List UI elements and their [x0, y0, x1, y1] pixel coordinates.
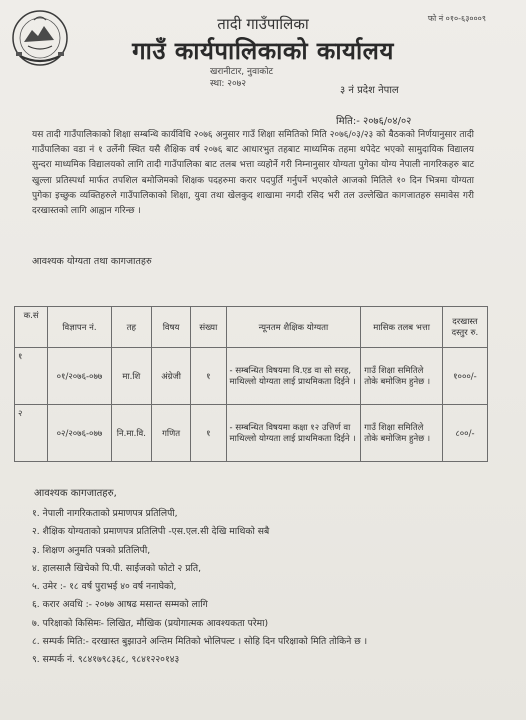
list-item: ३. शिक्षण अनुमति पत्रको प्रतिलिपी,: [32, 544, 151, 556]
address-line-1: खरानीटार, नुवाकोट: [210, 67, 274, 77]
cell-subject: गणित: [152, 405, 191, 462]
list-item: २. शैक्षिक योग्यताको प्रमाणपत्र प्रतिलिपी -एस.एल.सी देखि माथिको सबै: [32, 526, 270, 538]
list-item: ९. सम्पर्क नं. ९८४१७९८३६८, ९८४१२२०१४३: [32, 654, 180, 666]
cell-salary: गाउँ शिक्षा समितिले तोके बमोजिम हुनेछ ।: [361, 405, 443, 462]
col-header-subject: विषय: [152, 307, 191, 348]
col-header-qualification: न्यूनतम शैक्षिक योग्यता: [226, 307, 361, 348]
table-row: [15, 348, 488, 405]
cell-level: मा.शि: [111, 348, 151, 405]
col-header-level: तह: [111, 307, 151, 348]
cell-count: १: [191, 348, 226, 405]
list-item: ६. करार अवधि :- २०७७ आषढ मसान्त सम्मको लागि: [32, 599, 208, 611]
office-address: [210, 66, 273, 90]
address-line-2: स्था: २०७२: [210, 79, 247, 89]
cell-subject: अंग्रेजी: [152, 348, 191, 405]
cell-adv: ०१/२०७६-०७७: [48, 348, 111, 405]
table-row: [15, 405, 488, 462]
province-label: ३ नं प्रदेश नेपाल: [340, 85, 399, 96]
list-item: ४. हालसालै खिचेको पि.पी. साईजको फोटो २ प्रति,: [32, 562, 202, 574]
reference-number: फो नं ०१०-६३०००९: [427, 14, 486, 23]
documents-title: आवश्यक कागजातहरु,: [34, 488, 117, 499]
table-header-row: [15, 307, 488, 348]
col-header-fee: दरखास्त दस्तुर रु.: [442, 307, 487, 348]
cell-fee: १०००/-: [442, 348, 487, 405]
cell-sn: १: [15, 348, 48, 405]
notice-date: मिति:- २०७६/०४/०२: [336, 116, 412, 127]
notice-body: यस तादी गाउँपालिकाको शिक्षा सम्बन्धि कार्यविधि २०७६ अनुसार गाउँ शिक्षा समितिको मिति २०७६/०३/२३ को बैठकको निर्णयानुसार तादी गाउँपालिका वडा नं १ उर्लेनी स्थित यसै शैक्षिक वर्ष २०७६ बाट आधारभुत तहबाट माध्यमिक तहमा थपेदेट भएको सामुदायिक विद्यालय सुन्दरा माध्यमिक विद्यालयको लागि तादी गाउँपालिका बाट तलब भत्ता व्यहोर्ने गरी निम्नानुसार योग्यता पुगेका योग्य नेपाली नागरिकहरु बाट खुल्ला प्रतिस्पर्धा मार्फत तपशिल बमोजिमको शिक्षक पदहरुमा करार पदपुर्ति गर्नुपर्ने भएकोले आजको मितिले १० दिन भित्रमा योग्यता पुगेका इच्छुक व्यक्तिहरुले गाउँपालिकाको शिक्षा, युवा तथा खेलकुद शाखामा नगदी रसिद भरी तल उल्लेखित कागजातहरु समावेस गरी दरखास्तको लागि आह्वान गरिन्छ ।: [32, 130, 474, 217]
requirements-table: [14, 306, 488, 462]
municipality-name: तादी गाउँपालिका: [217, 15, 309, 33]
cell-level: नि.मा.वि.: [111, 405, 151, 462]
table-title: आवश्यक योग्यता तथा कागजातहरु: [32, 256, 152, 267]
col-header-adv: विज्ञापन नं.: [48, 307, 111, 348]
list-item: ७. परिक्षाको किसिमः- लिखित, मौखिक (प्रयोगात्मक आवश्यकता परेमा): [32, 617, 269, 629]
col-header-salary: मासिक तलब भत्ता: [361, 307, 443, 348]
cell-sn: २: [15, 405, 48, 462]
cell-qualification: - सम्बन्धित विषयमा वि.एड वा सो सरह, माथिल्लो योग्यता लाई प्राथमिकता दिईने ।: [226, 348, 361, 405]
cell-adv: ०२/२०७६-०७७: [48, 405, 111, 462]
cell-salary: गाउँ शिक्षा समितिले तोके बमोजिम हुनेछ ।: [361, 348, 443, 405]
cell-count: १: [191, 405, 226, 462]
col-header-count: संख्या: [191, 307, 226, 348]
cell-qualification: - सम्बन्धित विषयमा कक्षा १२ उत्तिर्ण वा माथिल्लो योग्यता लाई प्राथमिकता दिईने ।: [226, 405, 361, 462]
office-title: गाउँ कार्यपालिकाको कार्यालय: [132, 37, 394, 65]
list-item: ५. उमेर :- १८ वर्ष पुराभई ४० वर्ष ननाघेको,: [32, 581, 177, 593]
cell-fee: ८००/-: [442, 405, 487, 462]
list-item: ८. सम्पर्क मिति:- दरखास्त बुझाउने अन्तिम मितिको भोलिपल्ट । सोहि दिन परिक्षाको मिति तोकिने छ ।: [32, 636, 368, 648]
documents-list: [32, 505, 367, 670]
list-item: १. नेपाली नागरिकताको प्रमाणपत्र प्रतिलिपी,: [32, 508, 178, 519]
col-header-sn: क.सं: [15, 307, 48, 348]
